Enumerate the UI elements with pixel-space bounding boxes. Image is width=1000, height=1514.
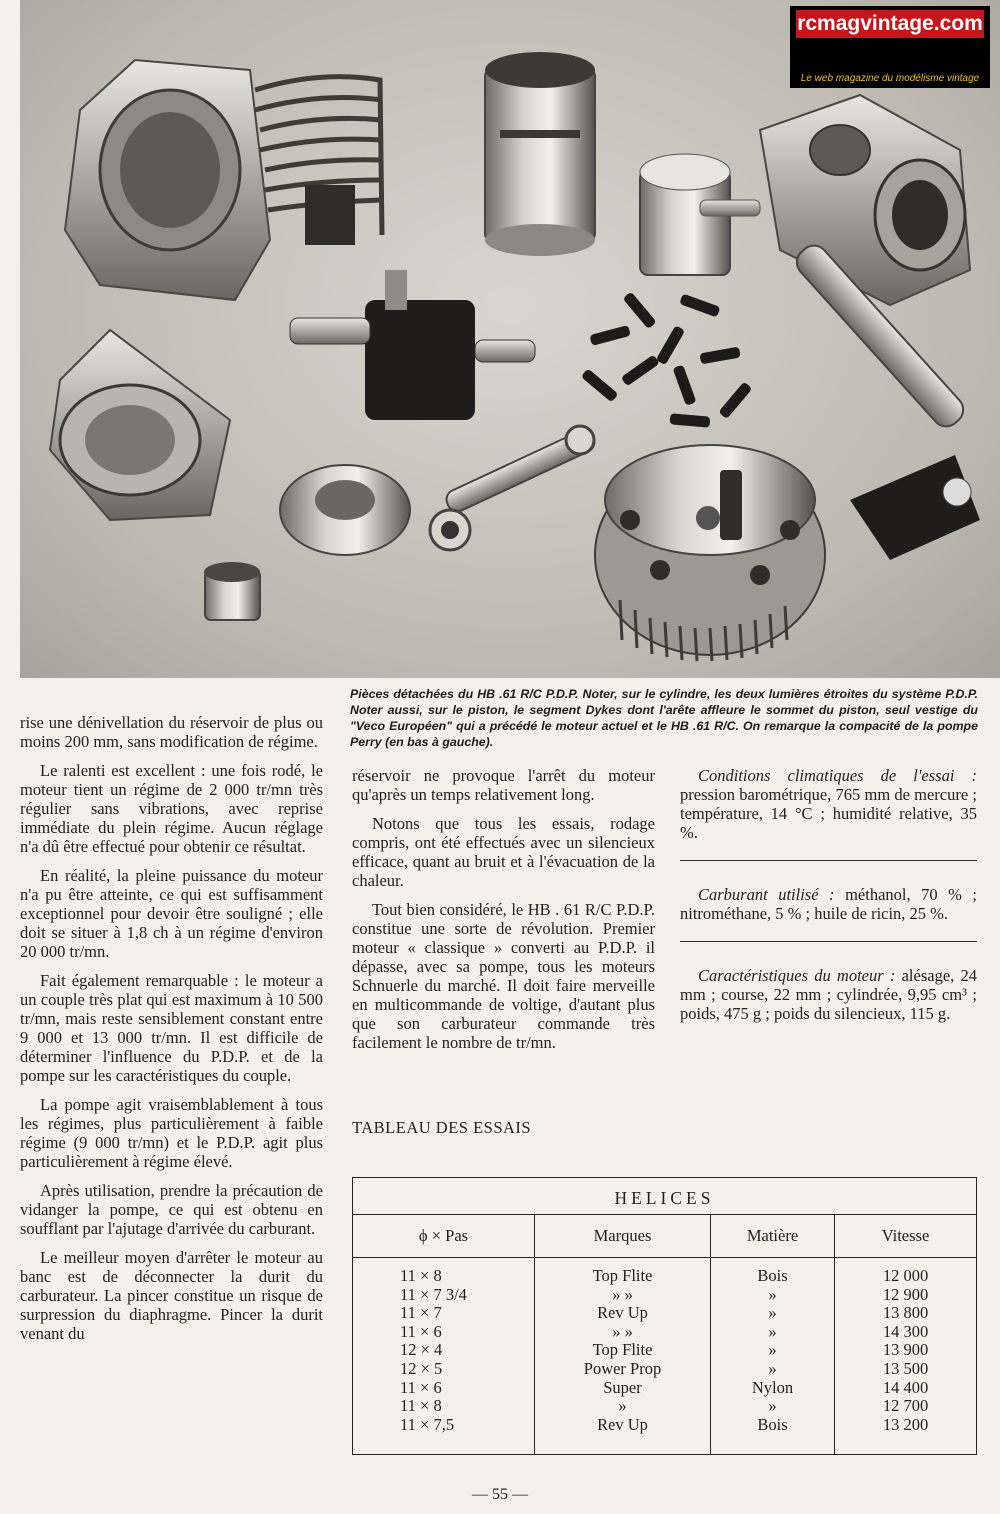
paragraph: Le meilleur moyen d'arrêter le moteur au banc est de déconnecter la durit du carburateur. La pincer constitue un risque de surpression du diaphragme. Pincer la durit venant du (20, 1248, 323, 1343)
engine-specs (680, 966, 977, 1023)
paragraph: En réalité, la pleine puissance du moteur n'a pu être atteinte, ce qui est suffisamment exceptionnel pour devoir être souligné ; elle doit se situer à 1,8 ch à un régime d'environ 20 000 tr/mn. (20, 866, 323, 961)
front-housing-part (760, 95, 970, 305)
test-conditions (680, 766, 977, 842)
table-cell: Rev Up (597, 1303, 648, 1323)
table-cell: 11 × 8 (400, 1266, 442, 1285)
table-cell: 12 700 (882, 1396, 929, 1416)
test-conditions-label: Conditions climatiques de l'essai : (698, 766, 977, 785)
fuel-used-label: Carburant utilisé : (698, 885, 835, 904)
table-cell: 14 400 (882, 1377, 929, 1397)
screws-part (581, 291, 753, 427)
column-header-material: Matière (711, 1215, 835, 1257)
engine-parts-illustration (20, 0, 1000, 678)
paragraph: rise une dénivellation du réservoir de plus ou moins 200 mm, sans modification de régime. (20, 713, 323, 751)
table-cell: 11 × 8 (400, 1396, 442, 1416)
table-cell: » (768, 1340, 777, 1360)
engine-specs-label: Caractéristiques du moteur : (698, 966, 896, 985)
fuel-used (680, 885, 977, 923)
column-1 (20, 713, 323, 1353)
table-cell: 12 900 (882, 1284, 929, 1304)
column-header-brands: Marques (535, 1215, 711, 1257)
bushing-part (204, 562, 260, 620)
crankcase-part (65, 60, 382, 300)
paragraph: Tout bien considéré, le HB . 61 R/C P.D.P. constitue une sorte de révolution. Premier moteur « classique » converti au P.D.P. il dépasse, avec sa pompe, tous les moteurs Schnuerle du marché. Il doit faire merveille en multicommande de voltige, d'autant plus que son carburateur commande très facilement le nombre de tr/mn. (352, 900, 655, 1052)
table-title: TABLEAU DES ESSAIS (352, 1118, 532, 1137)
table-cell: Bois (757, 1414, 788, 1434)
paragraph: La pompe agit vraisemblablement à tous les régimes, plus particulièrement à faible régime (9 000 tr/mn) et le P.D.P. agit plus particulièrement à régime élevé. (20, 1095, 323, 1171)
site-logo (790, 6, 990, 88)
pump-part (50, 330, 230, 520)
table-cell: 13 500 (882, 1358, 929, 1378)
table-cell: Bois (757, 1266, 788, 1285)
column-2 (352, 766, 655, 1062)
table-cell: 12 000 (882, 1266, 929, 1285)
paragraph: Notons que tous les essais, rodage compris, ont été effectués avec un silencieux efficace, quant au bruit et à l'évacuation de la chaleur. (352, 814, 655, 890)
logo-tagline: Le web magazine du modélisme vintage (800, 73, 980, 84)
table-cell: 11 × 7 3/4 (400, 1284, 467, 1304)
table-cell: Nylon (751, 1377, 794, 1397)
table-cell: 11 × 6 (400, 1377, 442, 1397)
column-diameter-pitch (353, 1258, 535, 1454)
column-speed (835, 1258, 976, 1454)
fuel-used-text: méthanol, 70 % ; nitrométhane, 5 % ; huile de ricin, 25 %. (680, 885, 977, 923)
test-results-table (352, 1177, 977, 1455)
table-cell: Rev Up (597, 1414, 648, 1434)
table-cell: » » (612, 1321, 633, 1341)
photo-caption: Pièces détachées du HB .61 R/C P.D.P. Noter, sur le cylindre, les deux lumières étroites du système P.D.P. Noter aussi, sur le piston, le segment Dykes dont l'arête affleure le sommet du piston, seul vestige du "Veco Européen" qui a précédé le moteur actuel et le HB .61 R/C. On remarque la compacité de la pompe Perry (en bas à gauche). (350, 687, 978, 749)
paragraph: Fait également remarquable : le moteur a un couple très plat qui est maximum à 10 500 tr/mn, mais reste sensiblement constant entre 9 000 et 13 000 tr/mn. Il est difficile de déterminer l'influence du P.D.P. et de la pompe sur les caractéristiques du couple. (20, 971, 323, 1085)
table-cell: » » (612, 1284, 633, 1304)
table-cell: Top Flite (592, 1340, 653, 1360)
table-cell: 13 200 (882, 1414, 929, 1434)
table-cell: » (768, 1303, 777, 1323)
logo-brand: rcmagvintage.com (796, 10, 984, 38)
table-cell: » (768, 1321, 777, 1341)
table-cell: Top Flite (592, 1266, 653, 1285)
table-cell: 11 × 7 (400, 1303, 442, 1323)
cylinder-liner-part (485, 52, 595, 256)
column-header-diameter-pitch: ϕ × Pas (353, 1215, 535, 1257)
column-material (711, 1258, 835, 1454)
carburettor-part (290, 270, 535, 420)
column-header-speed: Vitesse (881, 1226, 930, 1245)
table-cell: » (768, 1284, 777, 1304)
table-cell: 12 × 4 (400, 1340, 443, 1360)
paragraph: Le ralenti est excellent : une fois rodé, le moteur tient un régime de 2 000 tr/mn très régulier sans vibrations, avec reprise immédiate du plein régime. Aucun réglage n'a dû être effectué pour obtenir ce résultat. (20, 761, 323, 856)
engine-specs-text: alésage, 24 mm ; course, 22 mm ; cylindrée, 9,95 cm³ ; poids, 475 g ; poids du silencieux, 115 g. (680, 966, 977, 1023)
table-cell: » (768, 1358, 777, 1378)
table-cell: Power Prop (583, 1358, 662, 1378)
divider (680, 860, 977, 861)
table-cell: Super (603, 1377, 642, 1397)
table-cell: 12 × 5 (400, 1358, 443, 1378)
cylinder-head-part (595, 445, 825, 661)
table-cell: 14 300 (882, 1321, 929, 1341)
column-3 (680, 766, 977, 1033)
knurled-ring-part (280, 465, 410, 555)
table-cell: 13 800 (882, 1303, 929, 1323)
test-conditions-text: pression barométrique, 765 mm de mercure ; température, 14 °C ; humidité relative, 35 %. (680, 785, 977, 842)
page-number: — 55 — (472, 1486, 528, 1503)
connecting-rod-part (430, 426, 598, 550)
table-cell: » (618, 1396, 627, 1416)
table-cell: 11 × 7,5 (400, 1414, 455, 1434)
table-cell: 13 900 (882, 1340, 929, 1360)
paragraph: Après utilisation, prendre la précaution de vidanger la pompe, ce qui est obtenu en soufflant par l'ajutage d'arrivée du carburant. (20, 1181, 323, 1238)
paragraph: réservoir ne provoque l'arrêt du moteur qu'après un temps relativement long. (352, 766, 655, 804)
engine-parts-photo (20, 0, 1000, 678)
piston-part (640, 154, 760, 275)
table-body (353, 1258, 976, 1454)
table-column-headers (353, 1215, 976, 1258)
table-cell: » (768, 1396, 777, 1416)
divider (680, 941, 977, 942)
table-header: HELICES (353, 1178, 976, 1215)
column-brands (535, 1258, 711, 1454)
table-cell: 11 × 6 (400, 1321, 442, 1341)
